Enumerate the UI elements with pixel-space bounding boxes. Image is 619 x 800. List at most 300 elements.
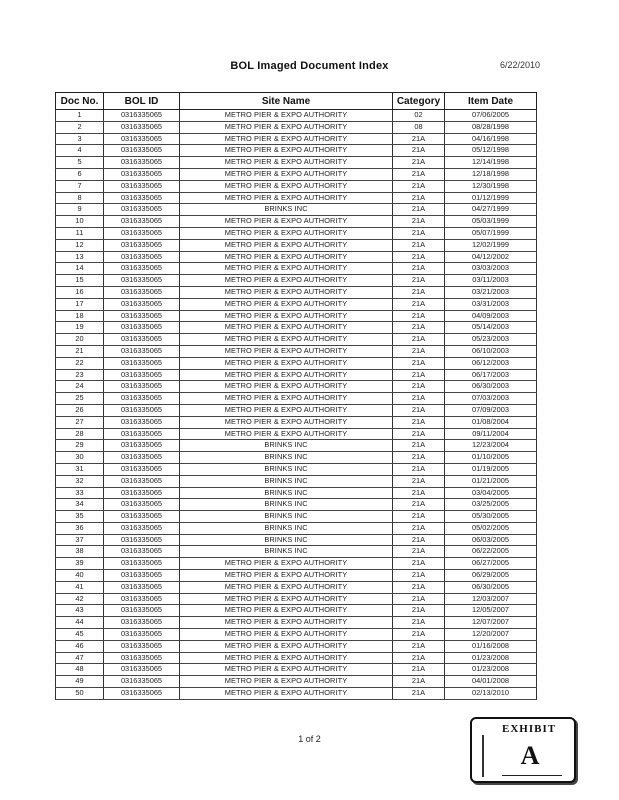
bol-id-cell: 0316335065 <box>104 499 180 511</box>
site-name-cell: METRO PIER & EXPO AUTHORITY <box>180 145 393 157</box>
bol-id-cell: 0316335065 <box>104 168 180 180</box>
item-date-cell: 04/27/1999 <box>445 204 537 216</box>
bol-id-cell: 0316335065 <box>104 664 180 676</box>
site-name-cell: BRINKS INC <box>180 522 393 534</box>
bol-id-cell: 0316335065 <box>104 110 180 122</box>
bol-id-cell: 0316335065 <box>104 522 180 534</box>
category-cell: 21A <box>393 522 445 534</box>
site-name-cell: BRINKS INC <box>180 487 393 499</box>
site-name-cell: METRO PIER & EXPO AUTHORITY <box>180 428 393 440</box>
item-date-cell: 05/07/1999 <box>445 227 537 239</box>
page-number: 1 of 2 <box>298 734 321 744</box>
item-date-cell: 02/13/2010 <box>445 688 537 700</box>
bol-id-cell: 0316335065 <box>104 216 180 228</box>
item-date-cell: 04/09/2003 <box>445 310 537 322</box>
doc-no-cell: 13 <box>56 251 104 263</box>
table-row <box>56 216 537 228</box>
doc-no-cell: 33 <box>56 487 104 499</box>
category-cell: 21A <box>393 168 445 180</box>
item-date-cell: 01/12/1999 <box>445 192 537 204</box>
item-date-cell: 06/30/2003 <box>445 381 537 393</box>
table-row <box>56 334 537 346</box>
site-name-cell: METRO PIER & EXPO AUTHORITY <box>180 334 393 346</box>
table-row <box>56 298 537 310</box>
table-row <box>56 676 537 688</box>
table-row <box>56 617 537 629</box>
site-name-cell: METRO PIER & EXPO AUTHORITY <box>180 180 393 192</box>
category-cell: 21A <box>393 322 445 334</box>
doc-no-cell: 46 <box>56 640 104 652</box>
item-date-cell: 05/14/2003 <box>445 322 537 334</box>
doc-no-cell: 6 <box>56 168 104 180</box>
site-name-cell: METRO PIER & EXPO AUTHORITY <box>180 168 393 180</box>
category-cell: 08 <box>393 121 445 133</box>
table-body <box>56 110 537 700</box>
doc-no-cell: 10 <box>56 216 104 228</box>
category-cell: 21A <box>393 334 445 346</box>
item-date-cell: 05/03/1999 <box>445 216 537 228</box>
item-date-cell: 06/29/2005 <box>445 570 537 582</box>
site-name-cell: METRO PIER & EXPO AUTHORITY <box>180 310 393 322</box>
doc-no-cell: 23 <box>56 369 104 381</box>
bol-id-cell: 0316335065 <box>104 629 180 641</box>
site-name-cell: METRO PIER & EXPO AUTHORITY <box>180 593 393 605</box>
item-date-cell: 07/09/2003 <box>445 404 537 416</box>
item-date-cell: 03/11/2003 <box>445 275 537 287</box>
site-name-cell: METRO PIER & EXPO AUTHORITY <box>180 652 393 664</box>
doc-no-cell: 2 <box>56 121 104 133</box>
item-date-cell: 06/12/2003 <box>445 357 537 369</box>
item-date-cell: 03/03/2003 <box>445 263 537 275</box>
table-header-row <box>56 93 537 110</box>
table-row <box>56 475 537 487</box>
doc-no-cell: 3 <box>56 133 104 145</box>
site-name-cell: METRO PIER & EXPO AUTHORITY <box>180 157 393 169</box>
table-row <box>56 357 537 369</box>
site-name-cell: METRO PIER & EXPO AUTHORITY <box>180 345 393 357</box>
doc-no-cell: 34 <box>56 499 104 511</box>
item-date-cell: 12/03/2007 <box>445 593 537 605</box>
item-date-cell: 12/05/2007 <box>445 605 537 617</box>
site-name-cell: METRO PIER & EXPO AUTHORITY <box>180 369 393 381</box>
site-name-cell: METRO PIER & EXPO AUTHORITY <box>180 416 393 428</box>
doc-no-cell: 4 <box>56 145 104 157</box>
site-name-cell: METRO PIER & EXPO AUTHORITY <box>180 381 393 393</box>
column-header-bol-id: BOL ID <box>104 93 180 110</box>
category-cell: 21A <box>393 440 445 452</box>
item-date-cell: 06/17/2003 <box>445 369 537 381</box>
table-row <box>56 428 537 440</box>
item-date-cell: 04/01/2008 <box>445 676 537 688</box>
bol-id-cell: 0316335065 <box>104 416 180 428</box>
doc-no-cell: 42 <box>56 593 104 605</box>
site-name-cell: METRO PIER & EXPO AUTHORITY <box>180 121 393 133</box>
doc-no-cell: 5 <box>56 157 104 169</box>
item-date-cell: 12/18/1998 <box>445 168 537 180</box>
category-cell: 21A <box>393 345 445 357</box>
category-cell: 21A <box>393 570 445 582</box>
category-cell: 21A <box>393 652 445 664</box>
table-row <box>56 581 537 593</box>
bol-id-cell: 0316335065 <box>104 652 180 664</box>
item-date-cell: 12/30/1998 <box>445 180 537 192</box>
table-row <box>56 263 537 275</box>
site-name-cell: BRINKS INC <box>180 511 393 523</box>
item-date-cell: 05/12/1998 <box>445 145 537 157</box>
site-name-cell: METRO PIER & EXPO AUTHORITY <box>180 617 393 629</box>
item-date-cell: 06/30/2005 <box>445 581 537 593</box>
bol-id-cell: 0316335065 <box>104 310 180 322</box>
table-row <box>56 440 537 452</box>
table-row <box>56 463 537 475</box>
bol-id-cell: 0316335065 <box>104 263 180 275</box>
item-date-cell: 07/06/2005 <box>445 110 537 122</box>
site-name-cell: BRINKS INC <box>180 475 393 487</box>
table-row <box>56 110 537 122</box>
bol-id-cell: 0316335065 <box>104 404 180 416</box>
category-cell: 21A <box>393 275 445 287</box>
document-index-table <box>55 92 537 700</box>
table-row <box>56 204 537 216</box>
doc-no-cell: 20 <box>56 334 104 346</box>
category-cell: 21A <box>393 676 445 688</box>
site-name-cell: METRO PIER & EXPO AUTHORITY <box>180 404 393 416</box>
category-cell: 21A <box>393 204 445 216</box>
category-cell: 21A <box>393 251 445 263</box>
table-row <box>56 629 537 641</box>
table-row <box>56 522 537 534</box>
site-name-cell: METRO PIER & EXPO AUTHORITY <box>180 664 393 676</box>
doc-no-cell: 41 <box>56 581 104 593</box>
site-name-cell: METRO PIER & EXPO AUTHORITY <box>180 393 393 405</box>
doc-no-cell: 39 <box>56 558 104 570</box>
table-row <box>56 404 537 416</box>
category-cell: 21A <box>393 239 445 251</box>
table-row <box>56 452 537 464</box>
bol-id-cell: 0316335065 <box>104 133 180 145</box>
category-cell: 21A <box>393 546 445 558</box>
category-cell: 21A <box>393 617 445 629</box>
table-row <box>56 192 537 204</box>
bol-id-cell: 0316335065 <box>104 640 180 652</box>
bol-id-cell: 0316335065 <box>104 180 180 192</box>
bol-id-cell: 0316335065 <box>104 475 180 487</box>
category-cell: 21A <box>393 558 445 570</box>
table-row <box>56 546 537 558</box>
site-name-cell: BRINKS INC <box>180 534 393 546</box>
bol-id-cell: 0316335065 <box>104 463 180 475</box>
bol-id-cell: 0316335065 <box>104 534 180 546</box>
table-row <box>56 381 537 393</box>
doc-no-cell: 27 <box>56 416 104 428</box>
item-date-cell: 12/07/2007 <box>445 617 537 629</box>
site-name-cell: BRINKS INC <box>180 204 393 216</box>
item-date-cell: 04/16/1998 <box>445 133 537 145</box>
table-row <box>56 251 537 263</box>
table-row <box>56 369 537 381</box>
item-date-cell: 04/12/2002 <box>445 251 537 263</box>
bol-id-cell: 0316335065 <box>104 121 180 133</box>
print-date: 6/22/2010 <box>500 60 541 70</box>
doc-no-cell: 38 <box>56 546 104 558</box>
doc-no-cell: 44 <box>56 617 104 629</box>
item-date-cell: 03/21/2003 <box>445 286 537 298</box>
item-date-cell: 12/14/1998 <box>445 157 537 169</box>
doc-no-cell: 36 <box>56 522 104 534</box>
item-date-cell: 12/23/2004 <box>445 440 537 452</box>
item-date-cell: 09/11/2004 <box>445 428 537 440</box>
doc-no-cell: 14 <box>56 263 104 275</box>
table-row <box>56 534 537 546</box>
item-date-cell: 01/08/2004 <box>445 416 537 428</box>
category-cell: 21A <box>393 475 445 487</box>
site-name-cell: METRO PIER & EXPO AUTHORITY <box>180 239 393 251</box>
site-name-cell: BRINKS INC <box>180 463 393 475</box>
site-name-cell: METRO PIER & EXPO AUTHORITY <box>180 263 393 275</box>
category-cell: 21A <box>393 499 445 511</box>
table-row <box>56 322 537 334</box>
site-name-cell: BRINKS INC <box>180 499 393 511</box>
category-cell: 21A <box>393 145 445 157</box>
table-row <box>56 227 537 239</box>
site-name-cell: METRO PIER & EXPO AUTHORITY <box>180 298 393 310</box>
exhibit-label: EXHIBIT <box>502 723 557 735</box>
doc-no-cell: 37 <box>56 534 104 546</box>
bol-id-cell: 0316335065 <box>104 546 180 558</box>
item-date-cell: 03/04/2005 <box>445 487 537 499</box>
doc-no-cell: 35 <box>56 511 104 523</box>
category-cell: 21A <box>393 393 445 405</box>
category-cell: 21A <box>393 605 445 617</box>
stamp-underline <box>502 775 562 776</box>
doc-no-cell: 17 <box>56 298 104 310</box>
site-name-cell: METRO PIER & EXPO AUTHORITY <box>180 110 393 122</box>
item-date-cell: 05/02/2005 <box>445 522 537 534</box>
doc-no-cell: 30 <box>56 452 104 464</box>
category-cell: 21A <box>393 416 445 428</box>
category-cell: 21A <box>393 463 445 475</box>
bol-id-cell: 0316335065 <box>104 239 180 251</box>
category-cell: 21A <box>393 581 445 593</box>
doc-no-cell: 11 <box>56 227 104 239</box>
doc-no-cell: 8 <box>56 192 104 204</box>
category-cell: 21A <box>393 227 445 239</box>
doc-no-cell: 12 <box>56 239 104 251</box>
bol-id-cell: 0316335065 <box>104 298 180 310</box>
site-name-cell: METRO PIER & EXPO AUTHORITY <box>180 688 393 700</box>
doc-no-cell: 26 <box>56 404 104 416</box>
item-date-cell: 01/16/2008 <box>445 640 537 652</box>
doc-no-cell: 21 <box>56 345 104 357</box>
category-cell: 21A <box>393 487 445 499</box>
category-cell: 21A <box>393 286 445 298</box>
bol-id-cell: 0316335065 <box>104 251 180 263</box>
category-cell: 21A <box>393 404 445 416</box>
category-cell: 21A <box>393 381 445 393</box>
table-row <box>56 393 537 405</box>
site-name-cell: BRINKS INC <box>180 440 393 452</box>
bol-id-cell: 0316335065 <box>104 322 180 334</box>
table-row <box>56 145 537 157</box>
bol-id-cell: 0316335065 <box>104 192 180 204</box>
bol-id-cell: 0316335065 <box>104 157 180 169</box>
item-date-cell: 03/25/2005 <box>445 499 537 511</box>
site-name-cell: METRO PIER & EXPO AUTHORITY <box>180 357 393 369</box>
site-name-cell: METRO PIER & EXPO AUTHORITY <box>180 629 393 641</box>
site-name-cell: METRO PIER & EXPO AUTHORITY <box>180 286 393 298</box>
category-cell: 21A <box>393 511 445 523</box>
bol-id-cell: 0316335065 <box>104 570 180 582</box>
table-row <box>56 652 537 664</box>
stamp-divider <box>482 735 484 777</box>
item-date-cell: 01/21/2005 <box>445 475 537 487</box>
bol-id-cell: 0316335065 <box>104 511 180 523</box>
doc-no-cell: 25 <box>56 393 104 405</box>
item-date-cell: 12/02/1999 <box>445 239 537 251</box>
item-date-cell: 12/20/2007 <box>445 629 537 641</box>
category-cell: 21A <box>393 369 445 381</box>
doc-no-cell: 47 <box>56 652 104 664</box>
bol-id-cell: 0316335065 <box>104 204 180 216</box>
item-date-cell: 06/27/2005 <box>445 558 537 570</box>
bol-id-cell: 0316335065 <box>104 381 180 393</box>
doc-no-cell: 32 <box>56 475 104 487</box>
column-header-doc-no: Doc No. <box>56 93 104 110</box>
table-row <box>56 558 537 570</box>
bol-id-cell: 0316335065 <box>104 605 180 617</box>
table-row <box>56 487 537 499</box>
doc-no-cell: 16 <box>56 286 104 298</box>
table-row <box>56 180 537 192</box>
site-name-cell: METRO PIER & EXPO AUTHORITY <box>180 133 393 145</box>
site-name-cell: METRO PIER & EXPO AUTHORITY <box>180 322 393 334</box>
table-row <box>56 133 537 145</box>
doc-no-cell: 19 <box>56 322 104 334</box>
table-row <box>56 121 537 133</box>
bol-id-cell: 0316335065 <box>104 617 180 629</box>
bol-id-cell: 0316335065 <box>104 357 180 369</box>
item-date-cell: 01/10/2005 <box>445 452 537 464</box>
column-header-site-name: Site Name <box>180 93 393 110</box>
page-title: BOL Imaged Document Index <box>230 60 389 72</box>
item-date-cell: 01/23/2008 <box>445 664 537 676</box>
table-row <box>56 688 537 700</box>
item-date-cell: 06/22/2005 <box>445 546 537 558</box>
bol-id-cell: 0316335065 <box>104 227 180 239</box>
category-cell: 21A <box>393 157 445 169</box>
site-name-cell: METRO PIER & EXPO AUTHORITY <box>180 605 393 617</box>
category-cell: 21A <box>393 357 445 369</box>
doc-no-cell: 45 <box>56 629 104 641</box>
doc-no-cell: 9 <box>56 204 104 216</box>
bol-id-cell: 0316335065 <box>104 581 180 593</box>
item-date-cell: 08/28/1998 <box>445 121 537 133</box>
category-cell: 21A <box>393 192 445 204</box>
doc-no-cell: 22 <box>56 357 104 369</box>
doc-no-cell: 7 <box>56 180 104 192</box>
doc-no-cell: 24 <box>56 381 104 393</box>
category-cell: 21A <box>393 263 445 275</box>
bol-id-cell: 0316335065 <box>104 688 180 700</box>
bol-id-cell: 0316335065 <box>104 145 180 157</box>
doc-no-cell: 15 <box>56 275 104 287</box>
site-name-cell: METRO PIER & EXPO AUTHORITY <box>180 558 393 570</box>
item-date-cell: 06/10/2003 <box>445 345 537 357</box>
site-name-cell: BRINKS INC <box>180 452 393 464</box>
doc-no-cell: 49 <box>56 676 104 688</box>
item-date-cell: 05/23/2003 <box>445 334 537 346</box>
category-cell: 21A <box>393 298 445 310</box>
item-date-cell: 01/19/2005 <box>445 463 537 475</box>
doc-no-cell: 48 <box>56 664 104 676</box>
table-row <box>56 286 537 298</box>
table-row <box>56 511 537 523</box>
bol-id-cell: 0316335065 <box>104 558 180 570</box>
category-cell: 21A <box>393 534 445 546</box>
bol-id-cell: 0316335065 <box>104 440 180 452</box>
doc-no-cell: 1 <box>56 110 104 122</box>
item-date-cell: 07/03/2003 <box>445 393 537 405</box>
site-name-cell: METRO PIER & EXPO AUTHORITY <box>180 570 393 582</box>
table-row <box>56 345 537 357</box>
exhibit-stamp <box>470 717 576 783</box>
category-cell: 21A <box>393 310 445 322</box>
table-row <box>56 664 537 676</box>
site-name-cell: METRO PIER & EXPO AUTHORITY <box>180 640 393 652</box>
bol-id-cell: 0316335065 <box>104 275 180 287</box>
category-cell: 21A <box>393 452 445 464</box>
category-cell: 02 <box>393 110 445 122</box>
doc-no-cell: 43 <box>56 605 104 617</box>
bol-id-cell: 0316335065 <box>104 676 180 688</box>
bol-id-cell: 0316335065 <box>104 428 180 440</box>
doc-no-cell: 29 <box>56 440 104 452</box>
site-name-cell: METRO PIER & EXPO AUTHORITY <box>180 581 393 593</box>
item-date-cell: 01/23/2008 <box>445 652 537 664</box>
table-row <box>56 168 537 180</box>
bol-id-cell: 0316335065 <box>104 452 180 464</box>
category-cell: 21A <box>393 664 445 676</box>
site-name-cell: METRO PIER & EXPO AUTHORITY <box>180 275 393 287</box>
column-header-category: Category <box>393 93 445 110</box>
site-name-cell: BRINKS INC <box>180 546 393 558</box>
bol-id-cell: 0316335065 <box>104 334 180 346</box>
doc-no-cell: 18 <box>56 310 104 322</box>
category-cell: 21A <box>393 216 445 228</box>
doc-no-cell: 28 <box>56 428 104 440</box>
doc-no-cell: 31 <box>56 463 104 475</box>
table-row <box>56 570 537 582</box>
bol-id-cell: 0316335065 <box>104 286 180 298</box>
column-header-item-date: Item Date <box>445 93 537 110</box>
table-row <box>56 239 537 251</box>
table-row <box>56 593 537 605</box>
bol-id-cell: 0316335065 <box>104 487 180 499</box>
bol-id-cell: 0316335065 <box>104 393 180 405</box>
table-row <box>56 275 537 287</box>
doc-no-cell: 40 <box>56 570 104 582</box>
item-date-cell: 05/30/2005 <box>445 511 537 523</box>
site-name-cell: METRO PIER & EXPO AUTHORITY <box>180 192 393 204</box>
bol-id-cell: 0316335065 <box>104 593 180 605</box>
category-cell: 21A <box>393 133 445 145</box>
doc-no-cell: 50 <box>56 688 104 700</box>
category-cell: 21A <box>393 629 445 641</box>
table-row <box>56 416 537 428</box>
item-date-cell: 03/31/2003 <box>445 298 537 310</box>
table-row <box>56 310 537 322</box>
table-row <box>56 499 537 511</box>
